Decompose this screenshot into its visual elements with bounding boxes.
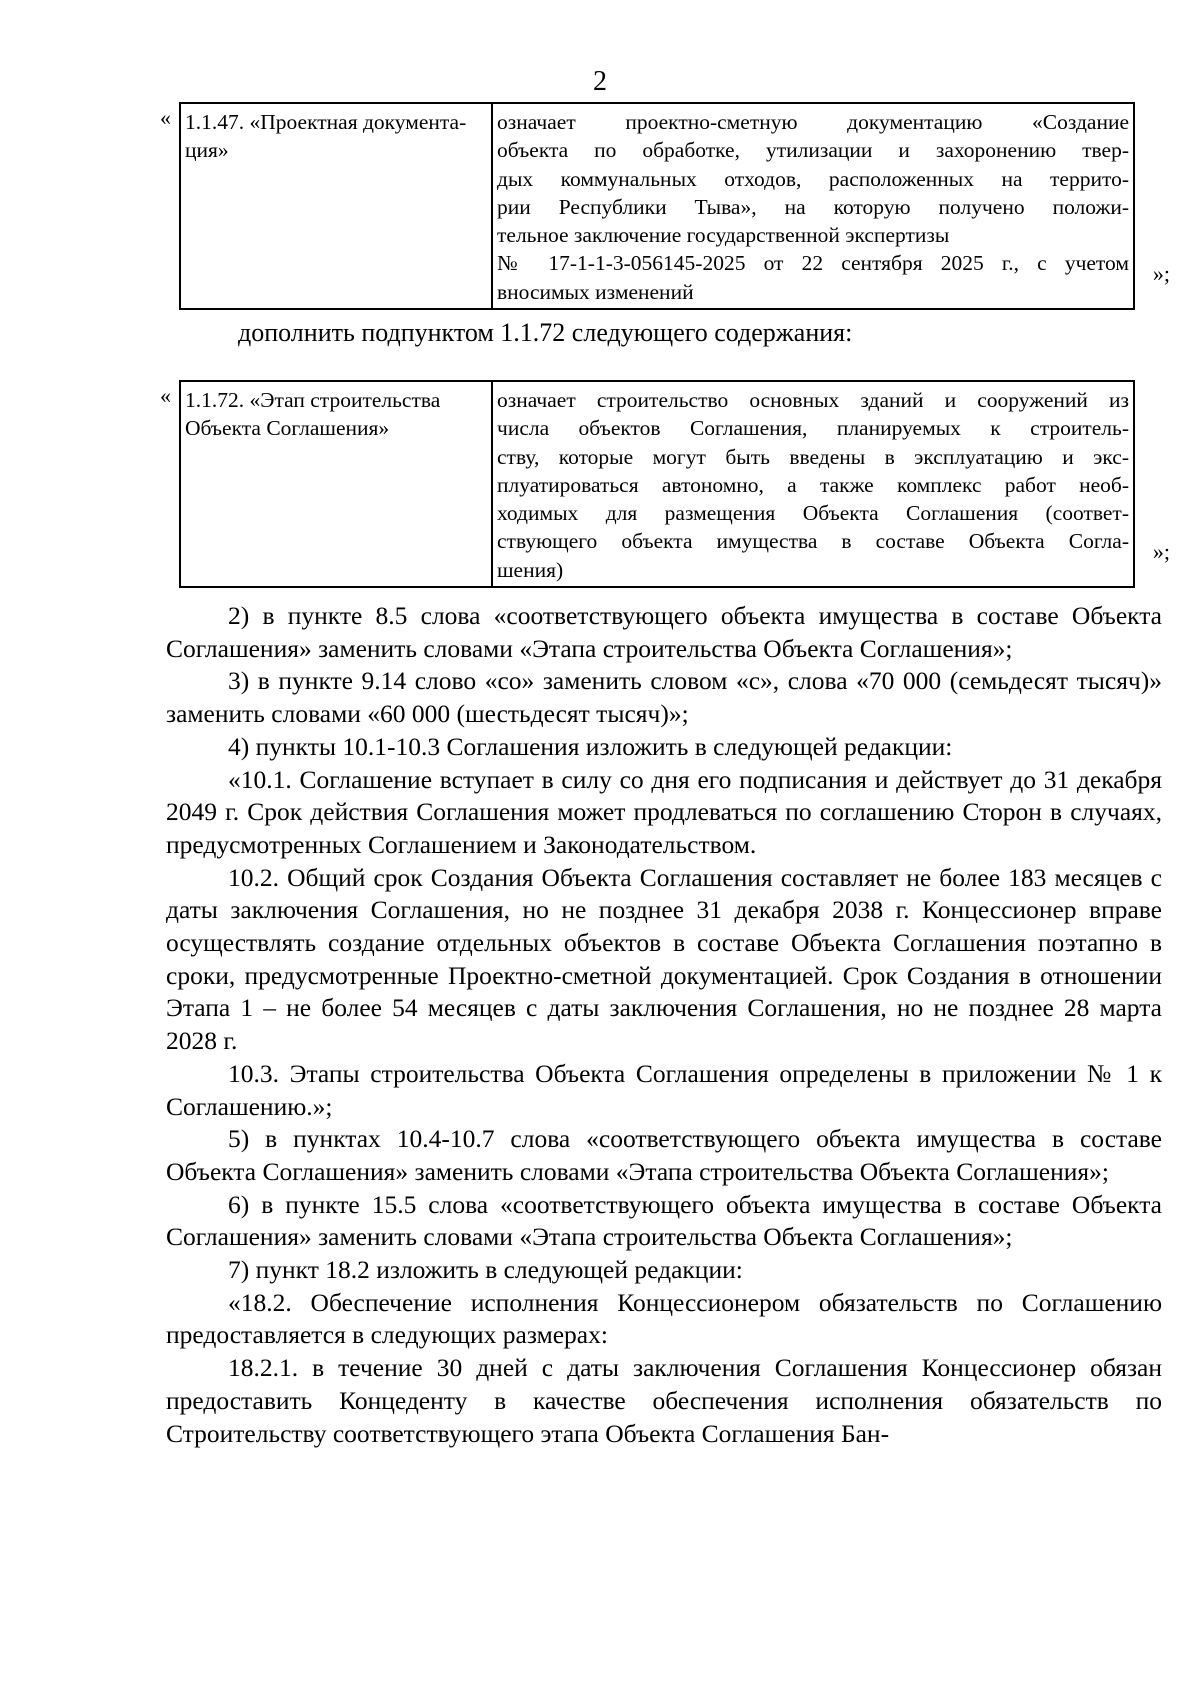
meaning-line: рии Республики Тыва», на которую получено положи- bbox=[497, 194, 1129, 219]
paragraph: «10.1. Соглашение вступает в силу со дня его подписания и действует до 31 декабря 2049 г. Срок действия Соглашения может продлеваться по соглашению Сторон в случаях, предусмотренных Соглашением и Законодательством. bbox=[166, 764, 1162, 859]
definition-table-2 bbox=[179, 380, 1135, 588]
definition-block-1 bbox=[160, 102, 1170, 304]
meaning-line: плуатироваться автономно, а также комплекс работ необ- bbox=[497, 472, 1129, 497]
paragraph: 10.3. Этапы строительства Объекта Соглашения определены в приложении № 1 к Соглашению.»; bbox=[166, 1058, 1162, 1121]
term-line: 1.1.72. «Этап строительства bbox=[185, 388, 441, 412]
meaning-line: объекта по обработке, утилизации и захоронению твер- bbox=[497, 138, 1129, 163]
meaning-line: ству, которые могут быть введены в эксплуатацию и экс- bbox=[497, 444, 1129, 469]
page-number: 2 bbox=[593, 66, 607, 97]
definition-table-1 bbox=[179, 102, 1135, 310]
term-line: Объекта Соглашения» bbox=[185, 416, 390, 441]
paragraph: 3) в пункте 9.14 слово «со» заменить словом «с», слова «70 000 (семьдесят тысяч)» заменить словами «60 000 (шестьдесят тысяч)»; bbox=[166, 666, 1162, 729]
meaning-line: ходимых для размещения Объекта Соглашения (соответ- bbox=[497, 501, 1129, 526]
meaning-line: ствующего объекта имущества в составе Объекта Согла- bbox=[497, 529, 1129, 554]
definition-block-2 bbox=[160, 380, 1170, 582]
paragraph: 10.2. Общий срок Создания Объекта Соглашения составляет не более 183 месяцев с даты заключения Соглашения, но не позднее 31 декабря 2038 г. Концессионер вправе осуществлять создание отдельных объектов в составе Объекта Соглашения поэтапно в сроки, предусмотренные Проектно-сметной документацией. Срок Создания в отношении Этапа 1 – не более 54 месяцев с даты заключения Соглашения, но не позднее 28 марта 2028 г. bbox=[166, 862, 1162, 1056]
meaning-line: числа объектов Соглашения, планируемых к строитель- bbox=[497, 416, 1129, 441]
paragraph: 4) пункты 10.1-10.3 Соглашения изложить в следующей редакции: bbox=[228, 731, 953, 761]
meaning-line: означает проектно-сметную документацию «Создание bbox=[497, 110, 1129, 134]
closing-quote: »; bbox=[1152, 539, 1170, 564]
meaning-line: вносимых изменений bbox=[497, 279, 694, 304]
closing-quote: »; bbox=[1152, 261, 1170, 286]
paragraph: 2) в пункте 8.5 слова «соответствующего объекта имущества в составе Объекта Соглашения» заменить словами «Этапа строительства Объекта Соглашения»; bbox=[166, 601, 1162, 663]
paragraph: «18.2. Обеспечение исполнения Концессионером обязательств по Соглашению предоставляется в следующих размерах: bbox=[166, 1287, 1162, 1350]
paragraph: 5) в пунктах 10.4-10.7 слова «соответствующего объекта имущества в составе Объекта Соглашения» заменить словами «Этапа строительства Объекта Соглашения»; bbox=[166, 1124, 1162, 1186]
definition-term-1: 1.1.47. «Проектная документа-ция» bbox=[180, 103, 492, 309]
paragraph: 6) в пункте 15.5 слова «соответствующего объекта имущества в составе Объекта Соглашения» заменить словами «Этапа строительства Объекта Соглашения»; bbox=[166, 1189, 1162, 1252]
paragraph: 18.2.1. в течение 30 дней с даты заключения Соглашения Концессионер обязан предоставить Концеденту в качестве обеспечения исполнения обязательств по Строительству соответствующего этапа Объекта Соглашения Бан- bbox=[166, 1353, 1162, 1448]
definition-meaning-1 bbox=[492, 103, 1134, 309]
definition-meaning-2 bbox=[492, 381, 1134, 587]
definition-term-2 bbox=[180, 381, 492, 587]
meaning-line: означает строительство основных зданий и сооружений из bbox=[497, 388, 1129, 412]
opening-quote: « bbox=[160, 105, 171, 130]
meaning-line: тельное заключение государственной экспертизы bbox=[497, 223, 950, 248]
meaning-line: дых коммунальных отходов, расположенных на террито- bbox=[497, 166, 1129, 191]
intro-line: дополнить подпунктом 1.1.72 следующего содержания: bbox=[238, 318, 853, 347]
paragraph: 7) пункт 18.2 изложить в следующей редакции: bbox=[228, 1255, 743, 1285]
meaning-line: № 17-1-1-3-056145-2025 от 22 сентября 2025 г., с учетом bbox=[497, 251, 1129, 276]
meaning-line: шения) bbox=[497, 557, 564, 582]
opening-quote: « bbox=[160, 383, 171, 408]
body-text bbox=[166, 600, 1162, 1450]
